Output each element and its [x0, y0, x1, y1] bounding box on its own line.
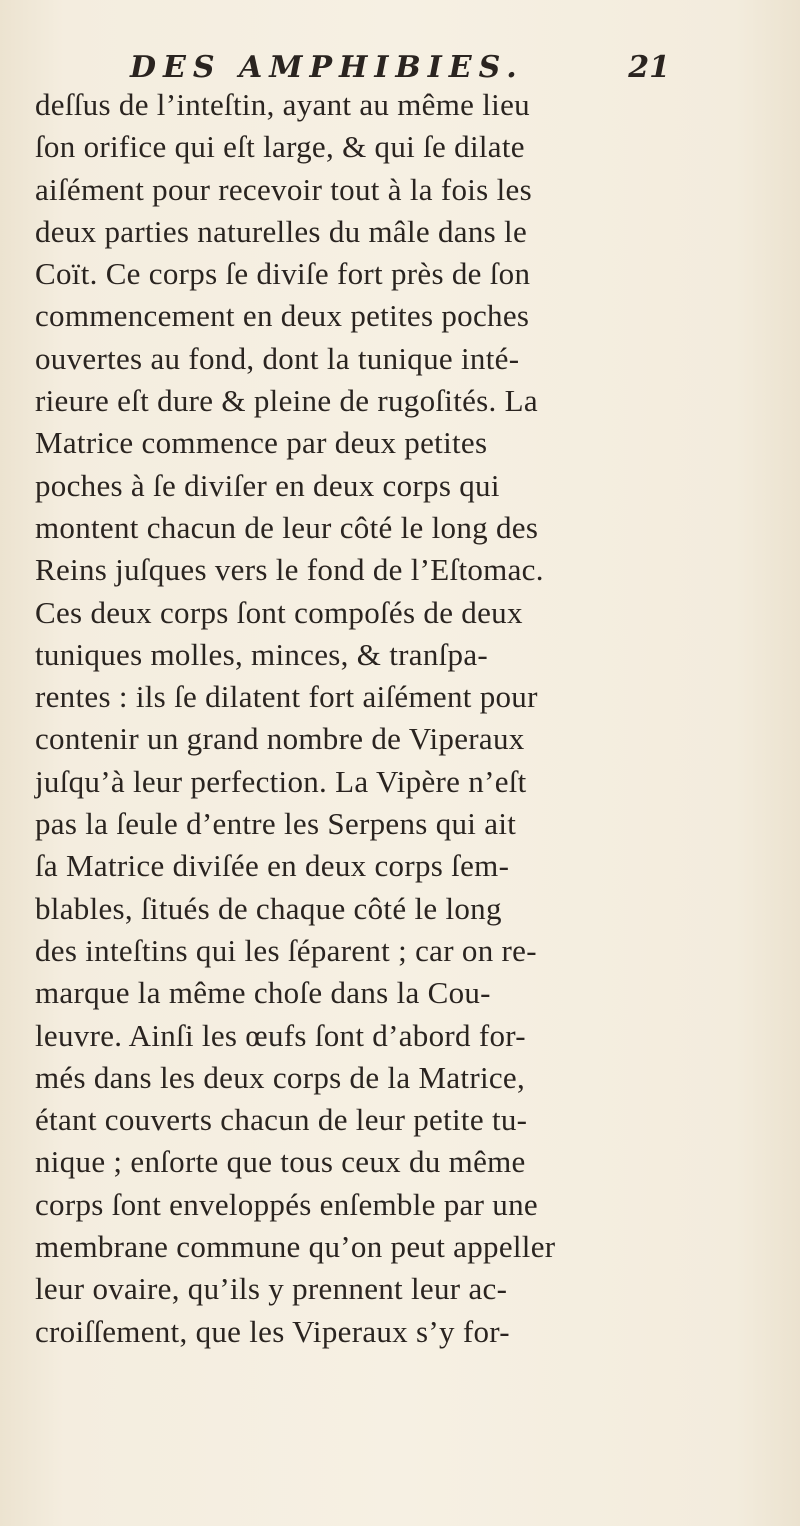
text-line: Matrice commence par deux petites [35, 425, 488, 461]
text-line: rieure eſt dure & pleine de rugoſités. La [35, 383, 538, 419]
text-line: tuniques molles, minces, & tranſpa- [35, 636, 489, 672]
text-line: deux parties naturelles du mâle dans le [35, 213, 528, 249]
text-line: contenir un grand nombre de Viperaux [35, 721, 525, 757]
text-line: deſſus de l’inteſtin, ayant au même lieu [35, 87, 530, 122]
text-line: rentes : ils ſe dilatent fort aiſément pour [35, 679, 538, 715]
text-line: leuvre. Ainſi les œufs ſont d’abord for- [35, 1017, 526, 1053]
text-line: blables, ſitués de chaque côté le long [35, 890, 502, 926]
text-line: aiſément pour recevoir tout à la fois les [35, 171, 532, 207]
text-line: commencement en deux petites poches [35, 298, 530, 334]
text-line: ouvertes au fond, dont la tunique inté- [35, 340, 520, 376]
text-line: ſon orifice qui eſt large, & qui ſe dilate [35, 129, 525, 165]
text-line: ſa Matrice diviſée en deux corps ſem- [35, 848, 510, 884]
text-line: membrane commune qu’on peut appeller [35, 1229, 556, 1265]
text-line: Reins juſques vers le fond de l’Eſtomac. [35, 552, 544, 588]
text-line: nique ; enſorte que tous ceux du même [35, 1144, 526, 1180]
text-line: corps ſont enveloppés enſemble par une [35, 1186, 538, 1222]
text-line: des inteſtins qui les ſéparent ; car on re- [35, 932, 537, 968]
body-text [35, 84, 755, 1353]
text-line: leur ovaire, qu’ils y prennent leur ac- [35, 1271, 508, 1307]
text-line: juſqu’à leur perfection. La Vipère n’eſt [35, 763, 527, 799]
text-line: Coït. Ce corps ſe diviſe fort près de ſon [35, 256, 531, 292]
text-line: marque la même choſe dans la Cou- [35, 975, 491, 1011]
text-line: pas la ſeule d’entre les Serpens qui ait [35, 806, 517, 842]
running-title: DES AMPHIBIES. [130, 50, 524, 85]
text-line: poches à ſe diviſer en deux corps qui [35, 467, 500, 503]
text-line: montent chacun de leur côté le long des [35, 509, 539, 545]
text-line: croiſſement, que les Viperaux s’y for- [35, 1313, 510, 1349]
page-number: 21 [628, 50, 670, 85]
text-line: més dans les deux corps de la Matrice, [35, 1059, 526, 1095]
text-line: Ces deux corps ſont compoſés de deux [35, 594, 523, 630]
text-line: étant couverts chacun de leur petite tu- [35, 1102, 528, 1138]
